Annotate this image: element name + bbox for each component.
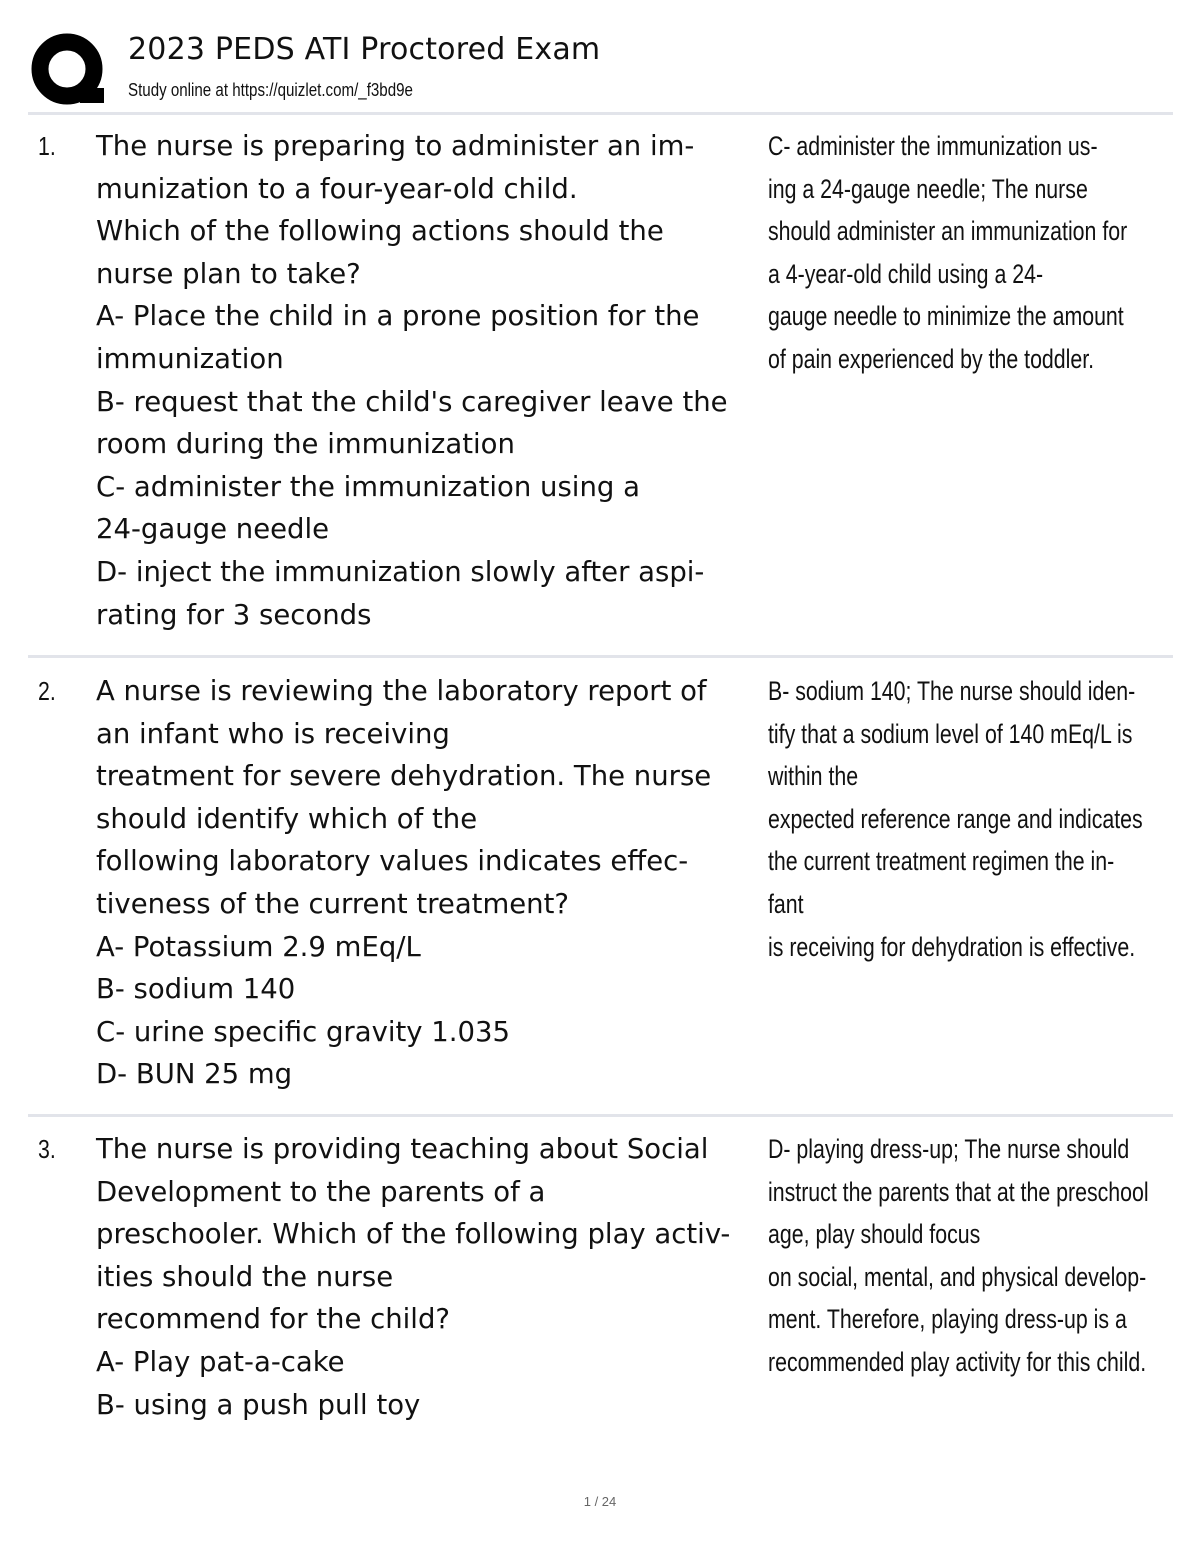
answer-line: recommended play activity for this child. <box>768 1346 1147 1377</box>
quizlet-logo-icon <box>30 32 106 108</box>
question-line: A- Place the child in a prone position for the <box>96 300 700 333</box>
question-line: rating for 3 seconds <box>96 598 372 631</box>
question-line: munization to a four-year-old child. <box>96 172 578 205</box>
answer-line: of pain experienced by the toddler. <box>768 343 1095 374</box>
question-line: The nurse is providing teaching about Social <box>96 1133 709 1165</box>
answer-text <box>768 125 1168 381</box>
answer-line: fant <box>768 888 804 919</box>
question-line: A nurse is reviewing the laboratory report of <box>96 675 707 707</box>
question-line: C- administer the immunization using a <box>96 470 640 503</box>
study-online-link[interactable]: Study online at https://quizlet.com/_f3bd9e <box>128 80 413 100</box>
answer-line: gauge needle to minimize the amount <box>768 301 1124 332</box>
answer-line: C- administer the immunization us- <box>768 131 1098 161</box>
question-line: room during the immunization <box>96 428 515 461</box>
question-line: A- Potassium 2.9 mEq/L <box>96 930 421 963</box>
question-line: immunization <box>96 342 284 375</box>
answer-line: a 4-year-old child using a 24- <box>768 258 1044 289</box>
question-text <box>96 670 766 1096</box>
question-line: ities should the nurse <box>96 1260 394 1293</box>
question-line: D- BUN 25 mg <box>96 1058 293 1091</box>
card-number: 3. <box>38 1134 56 1164</box>
answer-line: within the <box>768 761 859 792</box>
answer-line: should administer an immunization for <box>768 216 1128 247</box>
card-divider <box>28 1114 1173 1117</box>
page-indicator: 1 / 24 <box>583 1494 617 1509</box>
answer-line: tify that a sodium level of 140 mEq/L is <box>768 718 1133 749</box>
question-line: treatment for severe dehydration. The nurse <box>96 760 712 793</box>
question-line: B- request that the child's caregiver leave the <box>96 385 728 418</box>
card-divider <box>28 655 1173 658</box>
answer-line: is receiving for dehydration is effective. <box>768 931 1136 962</box>
question-text <box>96 125 766 636</box>
question-line: The nurse is preparing to administer an im- <box>96 130 695 162</box>
document-title: 2023 PEDS ATI Proctored Exam <box>128 32 601 67</box>
question-line: Development to the parents of a <box>96 1175 546 1208</box>
answer-line: on social, mental, and physical develop- <box>768 1261 1147 1292</box>
answer-text <box>768 1128 1168 1384</box>
question-line: an infant who is receiving <box>96 717 450 750</box>
question-line: following laboratory values indicates effec- <box>96 845 689 878</box>
question-line: B- using a push pull toy <box>96 1388 421 1421</box>
answer-line: B- sodium 140; The nurse should iden- <box>768 676 1136 706</box>
answer-line: ing a 24-gauge needle; The nurse <box>768 173 1088 204</box>
question-line: tiveness of the current treatment? <box>96 887 569 920</box>
page-header <box>30 28 1172 112</box>
card-number: 2. <box>38 676 56 706</box>
question-line: recommend for the child? <box>96 1303 450 1336</box>
answer-line: ment. Therefore, playing dress-up is a <box>768 1304 1127 1335</box>
question-line: A- Play pat-a-cake <box>96 1345 345 1378</box>
question-line: preschooler. Which of the following play activ- <box>96 1218 731 1251</box>
question-text <box>96 1128 766 1426</box>
question-line: nurse plan to take? <box>96 257 361 290</box>
question-line: should identify which of the <box>96 802 478 835</box>
question-line: C- urine specific gravity 1.035 <box>96 1015 511 1048</box>
header-divider <box>28 112 1173 115</box>
question-line: 24-gauge needle <box>96 513 330 546</box>
answer-line: D- playing dress-up; The nurse should <box>768 1134 1130 1164</box>
question-line: D- inject the immunization slowly after aspi- <box>96 555 705 588</box>
card-number: 1. <box>38 131 56 161</box>
question-line: B- sodium 140 <box>96 973 296 1006</box>
answer-line: expected reference range and indicates <box>768 803 1143 834</box>
answer-line: age, play should focus <box>768 1219 981 1250</box>
question-line: Which of the following actions should the <box>96 215 664 248</box>
answer-line: the current treatment regimen the in- <box>768 846 1115 877</box>
answer-line: instruct the parents that at the preschool <box>768 1176 1149 1207</box>
answer-text <box>768 670 1168 968</box>
